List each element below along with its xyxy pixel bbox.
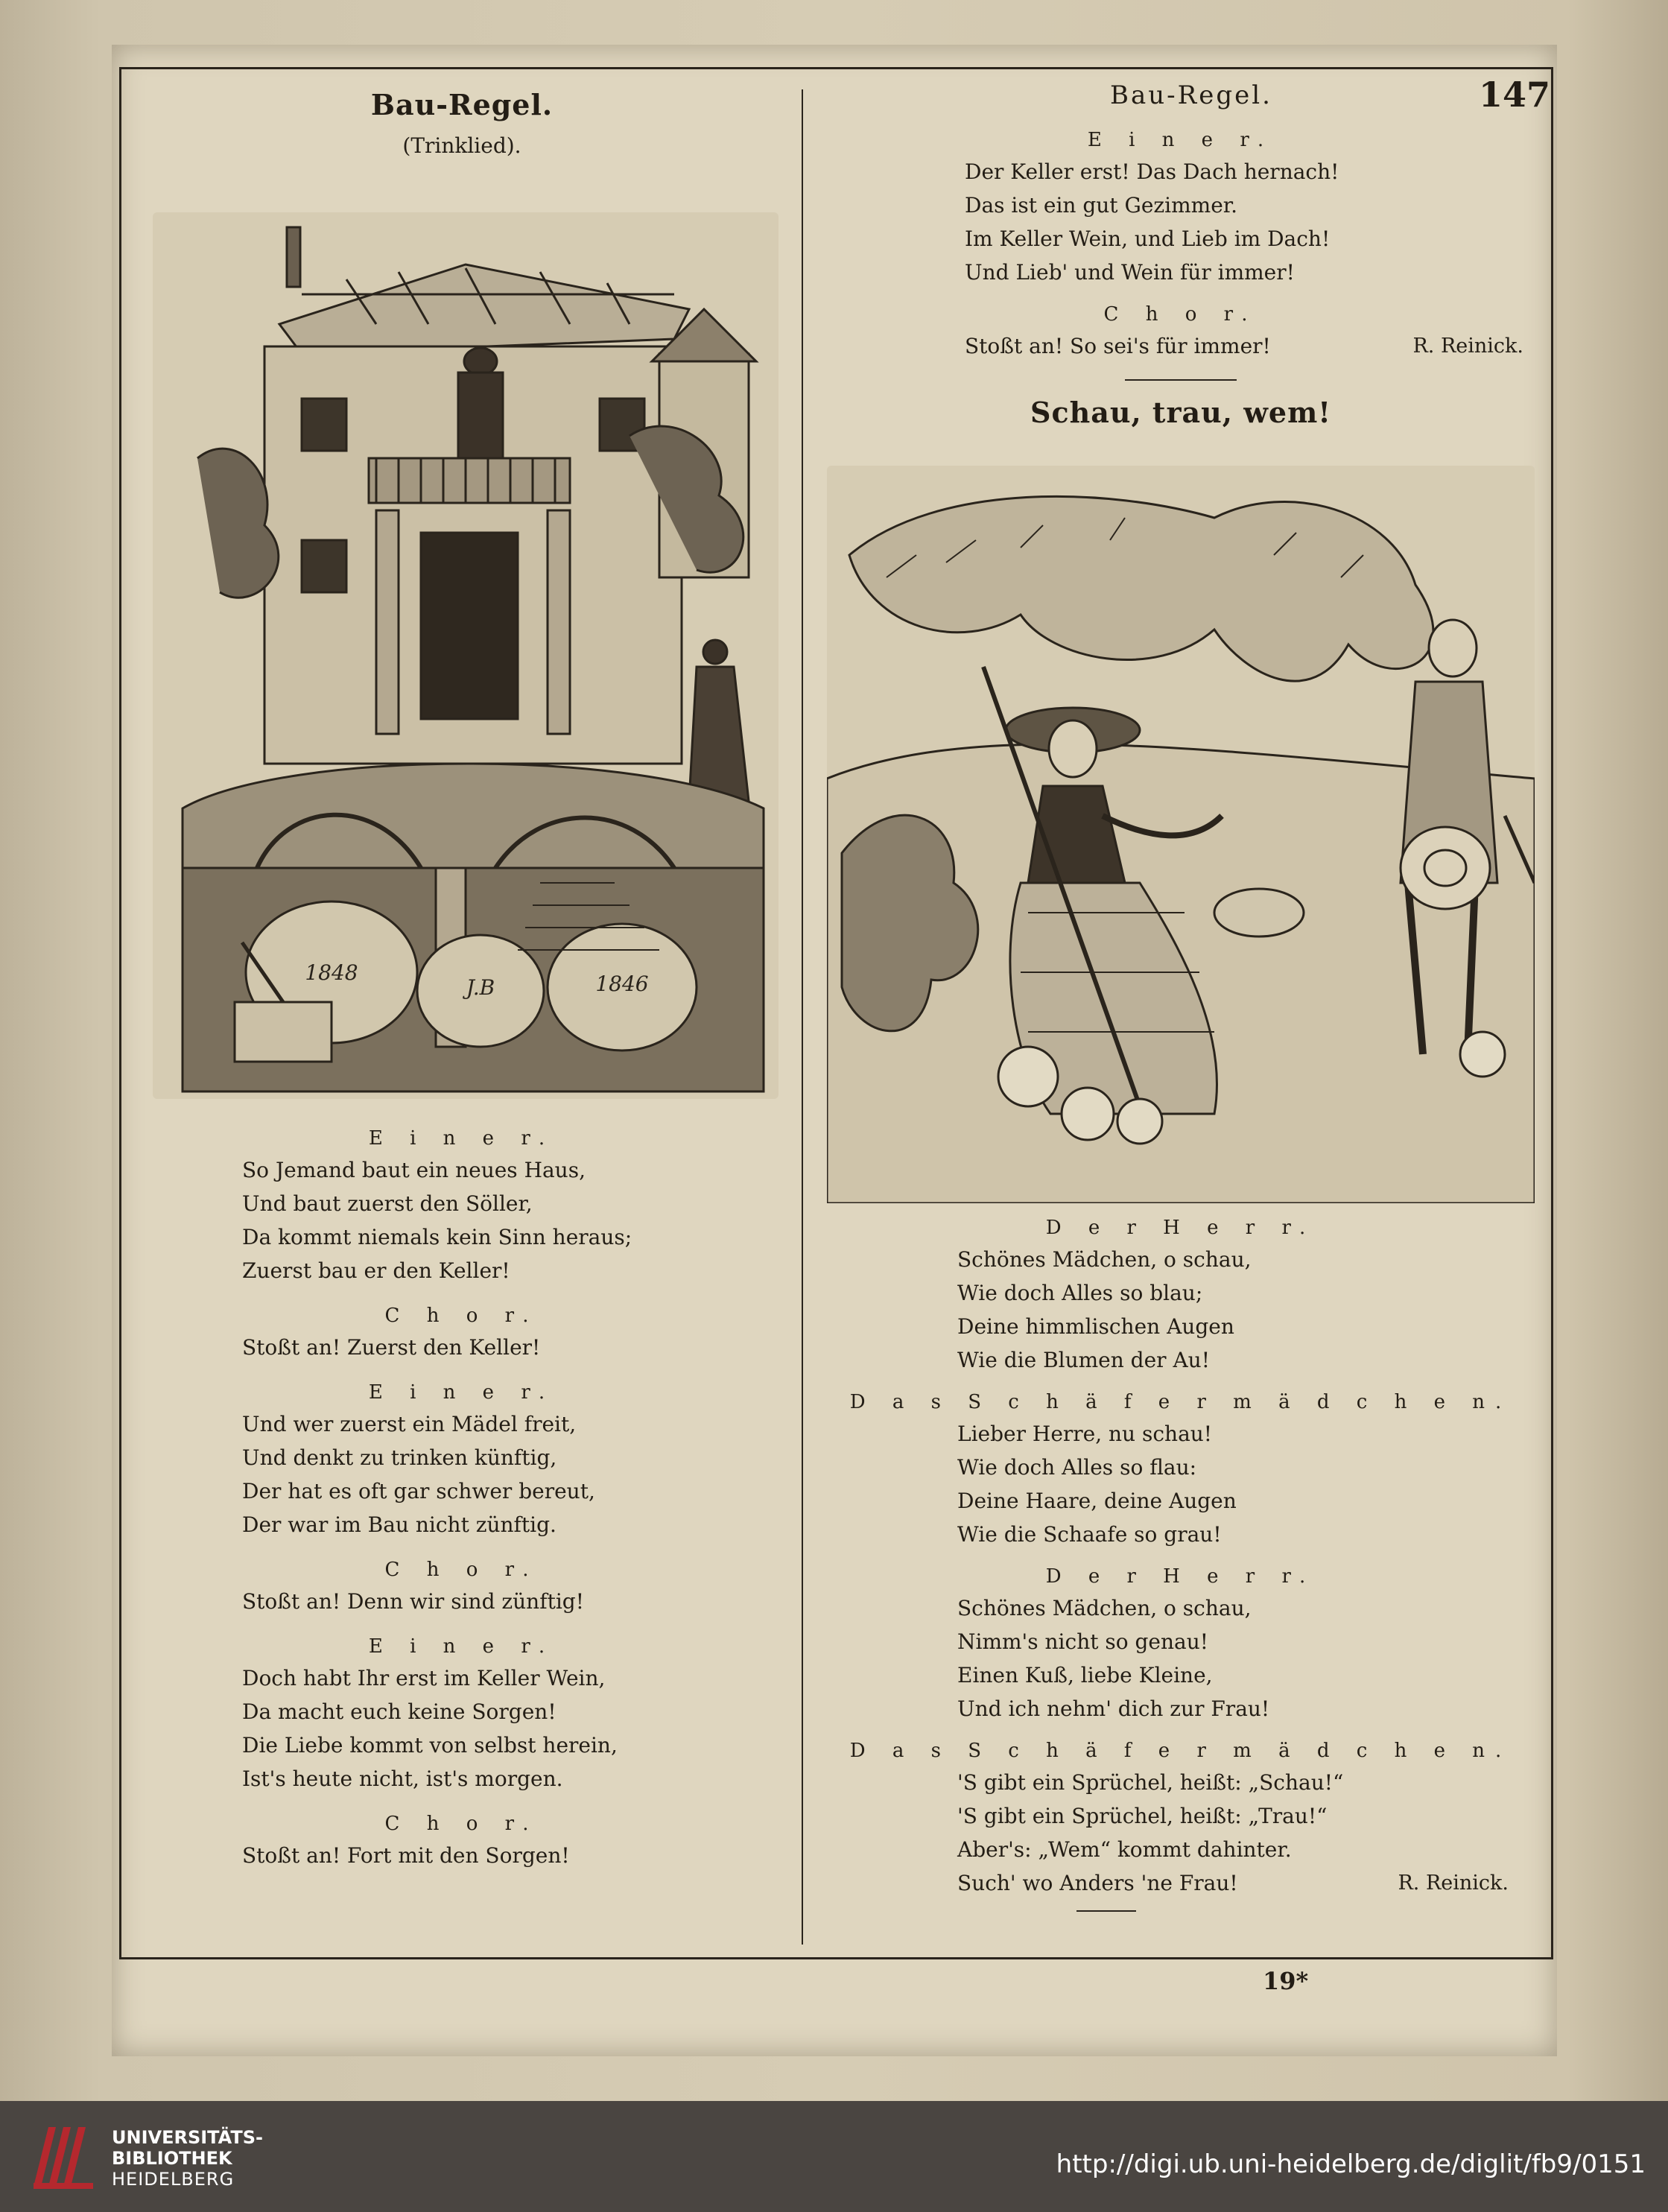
speaker-der-herr: D e r H e r r.	[1045, 1565, 1316, 1588]
author-signature: R. Reinick.	[1398, 1872, 1509, 1895]
stanza	[823, 1591, 1538, 1725]
verse-line: Schönes Mädchen, o schau,	[957, 1247, 1252, 1272]
column-divider	[802, 89, 803, 1945]
stanza	[142, 1839, 782, 1872]
verse-line: Die Liebe kommt von selbst herein,	[242, 1733, 618, 1758]
barrel-label-jb: J.B	[466, 975, 495, 1000]
verse-line: Lieber Herre, nu schau!	[957, 1422, 1213, 1446]
verse-line: Stoßt an! Denn wir sind zünftig!	[242, 1589, 584, 1614]
verse-line: Einen Kuß, liebe Kleine,	[957, 1663, 1213, 1687]
verse-line: Wie doch Alles so blau;	[957, 1281, 1203, 1305]
verse-line: Das ist ein gut Gezimmer.	[965, 193, 1237, 218]
speaker-schaefermaedchen: D a s S c h ä f e r m ä d c h e n.	[849, 1740, 1512, 1762]
library-name-line3: HEIDELBERG	[112, 2169, 235, 2190]
verse-line: Da kommt niemals kein Sinn heraus;	[242, 1225, 632, 1249]
verse-line: Stoßt an! So sei's für immer!	[965, 334, 1271, 358]
author-signature: R. Reinick.	[1412, 335, 1523, 358]
verse-line: Doch habt Ihr erst im Keller Wein,	[242, 1666, 606, 1690]
speaker-einer: E i n e r.	[368, 1127, 556, 1150]
verse-line: Stoßt an! Fort mit den Sorgen!	[242, 1843, 570, 1868]
verse-line: Und baut zuerst den Söller,	[242, 1191, 533, 1216]
verse-line: Such' wo Anders 'ne Frau!	[957, 1871, 1238, 1895]
speaker-chor: C h o r.	[384, 1305, 539, 1327]
stanza	[142, 1153, 782, 1287]
last-line-with-author	[957, 1866, 1538, 1900]
stanza	[142, 1661, 782, 1796]
running-head: Bau-Regel.	[1110, 80, 1272, 110]
shepherd-illustration	[827, 466, 1535, 1203]
verse-line: Nimm's nicht so genau!	[957, 1629, 1209, 1654]
verse-line: 'S gibt ein Sprüchel, heißt: „Trau!“	[957, 1804, 1328, 1828]
verse-line: Deine Haare, deine Augen	[957, 1489, 1237, 1513]
speaker-chor: C h o r.	[384, 1813, 539, 1835]
verse-line: Wie doch Alles so flau:	[957, 1455, 1197, 1480]
verse-line: Der hat es oft gar schwer bereut,	[242, 1479, 595, 1503]
speaker-einer: E i n e r.	[368, 1381, 556, 1404]
verse-line: Und ich nehm' dich zur Frau!	[957, 1696, 1270, 1721]
speaker-einer: E i n e r.	[368, 1635, 556, 1658]
verse-line: Der war im Bau nicht zünftig.	[242, 1512, 556, 1537]
verse-line: Wie die Blumen der Au!	[957, 1348, 1210, 1372]
stanza	[823, 155, 1538, 289]
poem-title: Bau-Regel.	[370, 88, 554, 121]
chorus-with-author	[823, 329, 1538, 363]
left-poem-body	[142, 1124, 782, 1872]
poem-title-2: Schau, trau, wem!	[1030, 396, 1331, 429]
poem-subtitle: (Trinklied).	[402, 133, 521, 158]
verse-line: 'S gibt ein Sprüchel, heißt: „Schau!“	[957, 1770, 1344, 1795]
stanza	[142, 1585, 782, 1618]
right-poem-bottom	[823, 1213, 1538, 1922]
verse-line: Und denkt zu trinken künftig,	[242, 1445, 557, 1470]
stanza	[142, 1407, 782, 1541]
verse-line: Zuerst bau er den Keller!	[242, 1258, 510, 1283]
verse-line: Deine himmlischen Augen	[957, 1314, 1234, 1339]
verse-line: Und wer zuerst ein Mädel freit,	[242, 1412, 577, 1436]
verse-line: Schönes Mädchen, o schau,	[957, 1596, 1252, 1620]
page-number: 147	[1479, 75, 1551, 115]
signature-mark: 19*	[1263, 1967, 1309, 1995]
verse-line: Stoßt an! Zuerst den Keller!	[242, 1335, 541, 1360]
verse-line: Und Lieb' und Wein für immer!	[965, 260, 1295, 285]
barrel-label-1846: 1846	[595, 972, 649, 996]
stanza	[823, 1417, 1538, 1551]
verse-line: Da macht euch keine Sorgen!	[242, 1699, 556, 1724]
end-rule	[1076, 1910, 1136, 1912]
library-name-line2: BIBLIOTHEK	[112, 2148, 232, 2169]
source-url-link[interactable]: http://digi.ub.uni-heidelberg.de/diglit/fb9/0151	[1056, 2149, 1646, 2179]
library-name-line1: UNIVERSITÄTS-	[112, 2127, 264, 2148]
speaker-chor: C h o r.	[1103, 303, 1258, 326]
barrel-label-1848: 1848	[305, 960, 358, 985]
library-name[interactable]	[112, 2127, 263, 2190]
right-poem-top	[823, 125, 1538, 429]
verse-line: Der Keller erst! Das Dach hernach!	[965, 159, 1339, 184]
library-logo-icon[interactable]	[26, 2120, 101, 2194]
verse-line: So Jemand baut ein neues Haus,	[242, 1158, 586, 1182]
verse-line: Ist's heute nicht, ist's morgen.	[242, 1766, 563, 1791]
verse-line: Im Keller Wein, und Lieb im Dach!	[965, 226, 1331, 251]
verse-line: Aber's: „Wem“ kommt dahinter.	[957, 1837, 1292, 1862]
speaker-chor: C h o r.	[384, 1559, 539, 1581]
stanza	[823, 1243, 1538, 1377]
verse-line: Wie die Schaafe so grau!	[957, 1522, 1222, 1547]
speaker-einer: E i n e r.	[1087, 129, 1275, 151]
speaker-der-herr: D e r H e r r.	[1045, 1217, 1316, 1239]
speaker-schaefermaedchen: D a s S c h ä f e r m ä d c h e n.	[849, 1391, 1512, 1413]
stanza	[823, 1766, 1538, 1900]
section-rule	[1125, 379, 1237, 381]
left-column	[142, 75, 782, 158]
stanza	[142, 1331, 782, 1364]
house-cellar-illustration	[153, 212, 778, 1099]
